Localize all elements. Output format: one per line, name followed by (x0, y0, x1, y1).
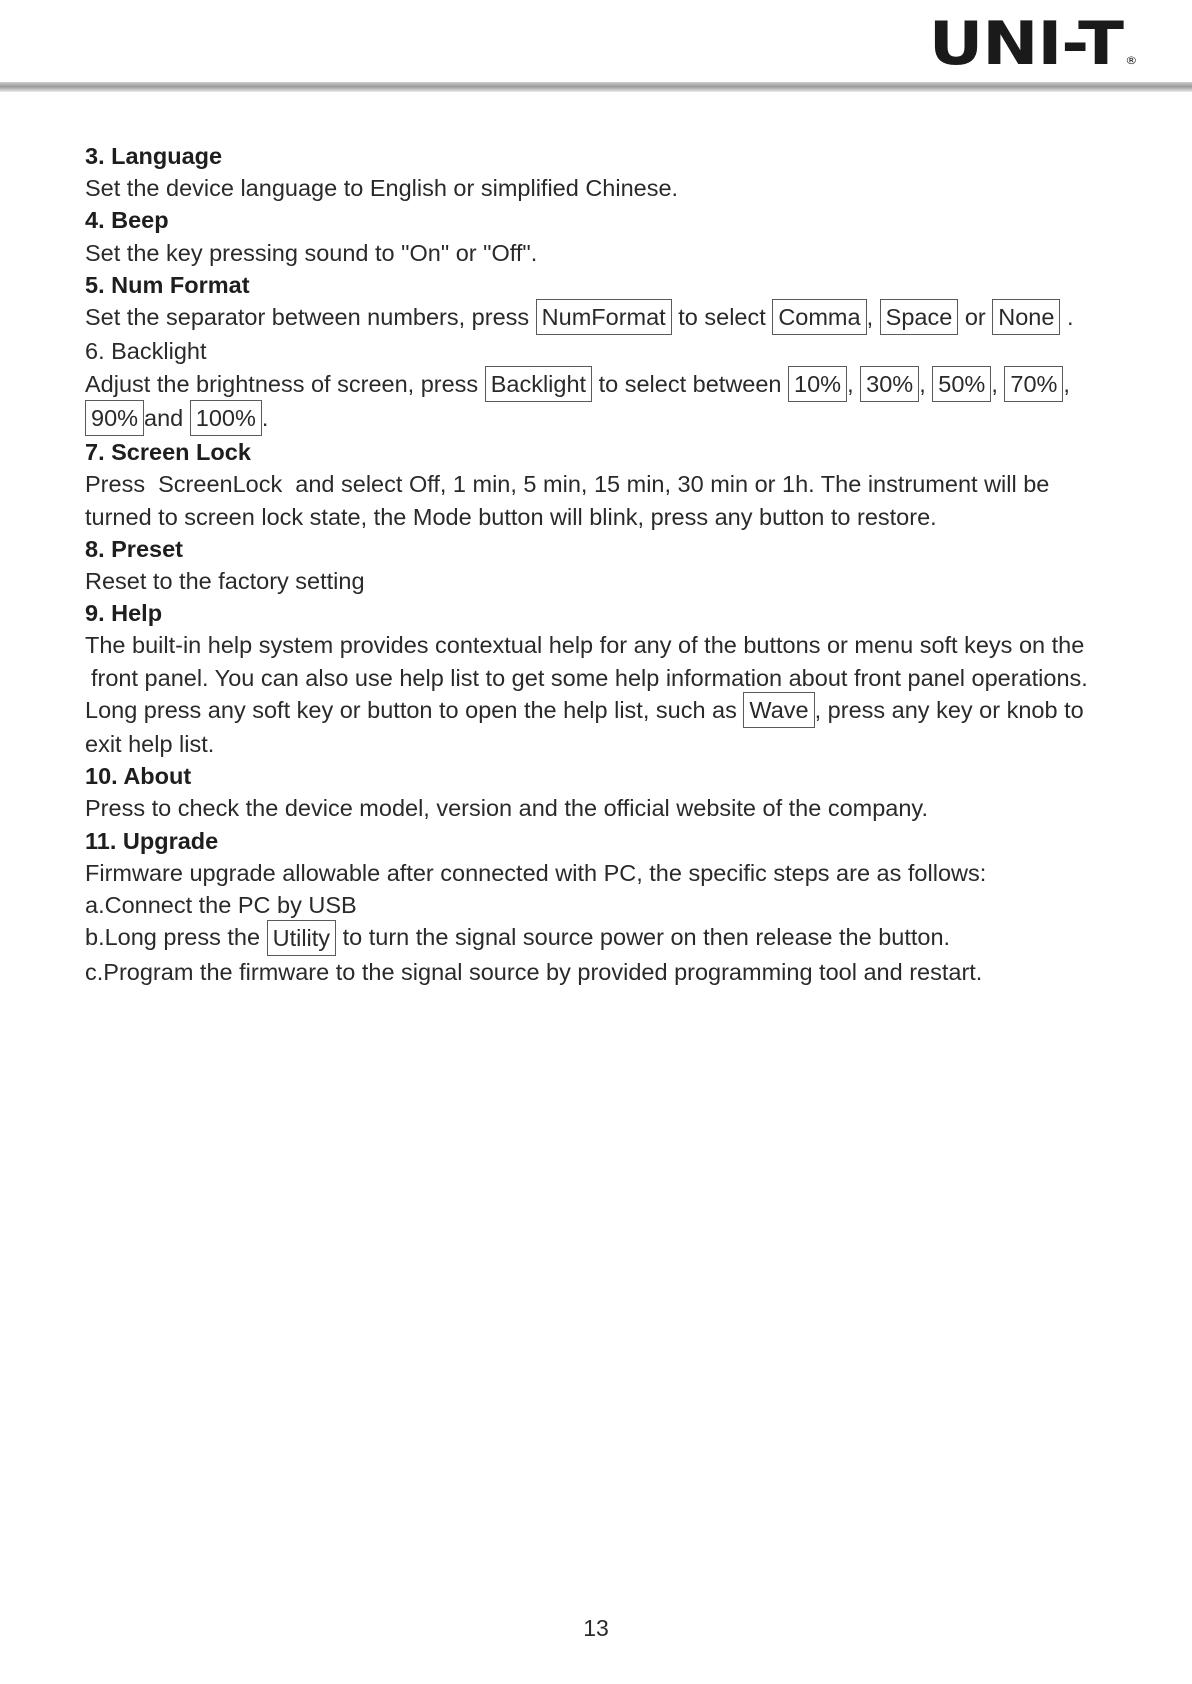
key-wave: Wave (743, 692, 814, 728)
key-numformat: NumFormat (536, 299, 672, 335)
text-span: , (991, 370, 998, 397)
page-number: 13 (583, 1615, 609, 1641)
text-span: b.Long press the (85, 924, 261, 951)
heading-preset: 8. Preset (85, 535, 183, 562)
registered-mark: ® (1124, 54, 1136, 67)
paragraph-about: Press to check the device model, version and the official website of the company. (85, 795, 928, 822)
key-30-percent: 30% (860, 366, 919, 402)
paragraph-beep: Set the key pressing sound to "On" or "Off". (85, 239, 538, 266)
key-10-percent: 10% (788, 366, 847, 402)
upgrade-step-a: a.Connect the PC by USB (85, 892, 357, 919)
text-span: , (919, 370, 926, 397)
key-70-percent: 70% (1004, 366, 1063, 402)
text-span: . (261, 404, 269, 431)
paragraph-help-line-2: front panel. You can also use help list to get some help information about front panel operations. (91, 664, 1088, 691)
key-100-percent: 100% (190, 400, 262, 436)
paragraph-help-line-3 (85, 694, 1115, 728)
text-span: to turn the signal source power on then release the button. (342, 924, 951, 951)
key-50-percent: 50% (932, 366, 991, 402)
paragraph-language: Set the device language to English or simplified Chinese. (85, 175, 679, 202)
text-span: to select (678, 304, 766, 331)
heading-language: 3. Language (85, 143, 223, 169)
paragraph-preset: Reset to the factory setting (85, 567, 365, 594)
header-divider (0, 82, 1192, 92)
key-comma: Comma (772, 299, 866, 335)
heading-about: 10. About (85, 763, 192, 790)
heading-num-format: 5. Num Format (85, 271, 250, 298)
upgrade-step-c: c.Program the firmware to the signal source by provided programming tool and restart. (85, 958, 983, 985)
heading-backlight: 6. Backlight (85, 338, 207, 365)
paragraph-backlight (85, 368, 1115, 437)
upgrade-step-b (85, 921, 1115, 955)
text-span: , press any key or knob to (814, 696, 1084, 723)
key-space: Space (880, 299, 959, 335)
text-span: Adjust the brightness of screen, press (85, 370, 479, 397)
paragraph-help-line-1: The built-in help system provides contextual help for any of the buttons or menu soft keys on the (85, 632, 1085, 659)
key-none: None (992, 299, 1060, 335)
key-utility: Utility (267, 920, 336, 956)
text-span: or (964, 304, 986, 331)
text-span: , (847, 370, 854, 397)
heading-upgrade: 11. Upgrade (85, 827, 219, 854)
text-span: , (1063, 370, 1070, 397)
logo-text: UNI-T (928, 9, 1123, 79)
brand-logo (928, 9, 1136, 79)
text-span: Set the separator between numbers, press (85, 304, 530, 331)
paragraph-num-format (85, 301, 1115, 335)
text-span: , (866, 304, 874, 331)
heading-screen-lock: 7. Screen Lock (85, 439, 251, 466)
text-span: Long press any soft key or button to open the help list, such as (85, 696, 737, 723)
text-span: . (1066, 304, 1074, 331)
paragraph-help-line-4: exit help list. (85, 731, 215, 758)
paragraph-screen-lock: Press ScreenLock and select Off, 1 min, 5 min, 15 min, 30 min or 1h. The instrument will be turned to screen lock state, the Mode button will blink, press any button to restore. (85, 471, 1056, 530)
page-body (85, 140, 1115, 988)
heading-help: 9. Help (85, 600, 163, 627)
text-span: and (144, 404, 184, 431)
key-backlight: Backlight (485, 366, 592, 402)
page-header (0, 0, 1192, 96)
heading-beep: 4. Beep (85, 207, 169, 234)
paragraph-upgrade: Firmware upgrade allowable after connected with PC, the specific steps are as follows: (85, 859, 987, 886)
text-span: to select between (598, 370, 782, 397)
key-90-percent: 90% (85, 400, 144, 436)
